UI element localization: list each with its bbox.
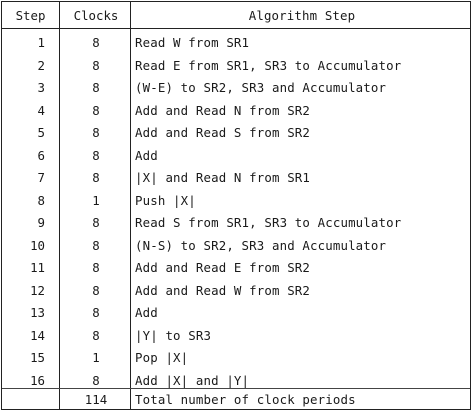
- row-algorithm-step: Add and Read N from SR2: [135, 102, 311, 118]
- row-clocks: 8: [92, 327, 100, 343]
- column-divider-step: [59, 2, 60, 409]
- row-algorithm-step: Pop |X|: [135, 350, 189, 365]
- row-algorithm-step: Read E from SR1, SR3 to Accumulator: [135, 57, 402, 73]
- row-clocks: 1: [92, 350, 100, 365]
- row-clocks: 1: [92, 192, 100, 208]
- row-algorithm-step: Add: [135, 147, 158, 163]
- header-algorithm-step: Algorithm Step: [248, 8, 356, 23]
- row-clocks: 8: [92, 260, 100, 275]
- row-clocks: 8: [92, 372, 100, 388]
- row-algorithm-step: Add and Read W from SR2: [135, 282, 311, 298]
- row-step-number: 10: [30, 237, 45, 253]
- row-step-number: 6: [37, 147, 45, 163]
- algorithm-steps-table: [1, 1, 471, 410]
- row-step-number: 2: [37, 57, 45, 73]
- row-step-number: 13: [30, 305, 45, 320]
- row-step-number: 16: [30, 372, 45, 388]
- row-step-number: 15: [30, 350, 45, 365]
- row-clocks: 8: [92, 35, 100, 50]
- row-clocks: 8: [92, 305, 100, 320]
- row-clocks: 8: [92, 170, 100, 185]
- row-algorithm-step: Read W from SR1: [135, 35, 250, 50]
- row-algorithm-step: |X| and Read N from SR1: [135, 170, 311, 185]
- row-algorithm-step: Add and Read E from SR2: [135, 260, 311, 275]
- total-clocks: 114: [84, 392, 108, 407]
- row-step-number: 7: [37, 170, 45, 185]
- row-clocks: 8: [92, 57, 100, 73]
- row-algorithm-step: (W-E) to SR2, SR3 and Accumulator: [135, 80, 387, 95]
- row-step-number: 12: [30, 282, 45, 298]
- row-algorithm-step: Push |X|: [135, 192, 196, 208]
- total-label: Total number of clock periods: [135, 392, 356, 407]
- row-algorithm-step: Add: [135, 305, 158, 320]
- row-algorithm-step: |Y| to SR3: [135, 327, 212, 343]
- header-divider: [2, 28, 470, 29]
- row-clocks: 8: [92, 147, 100, 163]
- row-step-number: 11: [30, 260, 45, 275]
- row-algorithm-step: Add and Read S from SR2: [135, 125, 311, 140]
- row-step-number: 3: [37, 80, 45, 95]
- row-clocks: 8: [92, 125, 100, 140]
- row-step-number: 14: [30, 327, 45, 343]
- header-clocks: Clocks: [73, 8, 119, 23]
- row-step-number: 5: [37, 125, 45, 140]
- row-step-number: 4: [37, 102, 45, 118]
- row-step-number: 8: [37, 192, 45, 208]
- row-step-number: 9: [37, 215, 45, 230]
- header-step: Step: [15, 8, 46, 23]
- row-algorithm-step: Add |X| and |Y|: [135, 372, 250, 388]
- row-clocks: 8: [92, 80, 100, 95]
- row-algorithm-step: Read S from SR1, SR3 to Accumulator: [135, 215, 402, 230]
- row-algorithm-step: (N-S) to SR2, SR3 and Accumulator: [135, 237, 387, 253]
- row-step-number: 1: [37, 35, 45, 50]
- row-clocks: 8: [92, 102, 100, 118]
- row-clocks: 8: [92, 215, 100, 230]
- row-clocks: 8: [92, 237, 100, 253]
- row-clocks: 8: [92, 282, 100, 298]
